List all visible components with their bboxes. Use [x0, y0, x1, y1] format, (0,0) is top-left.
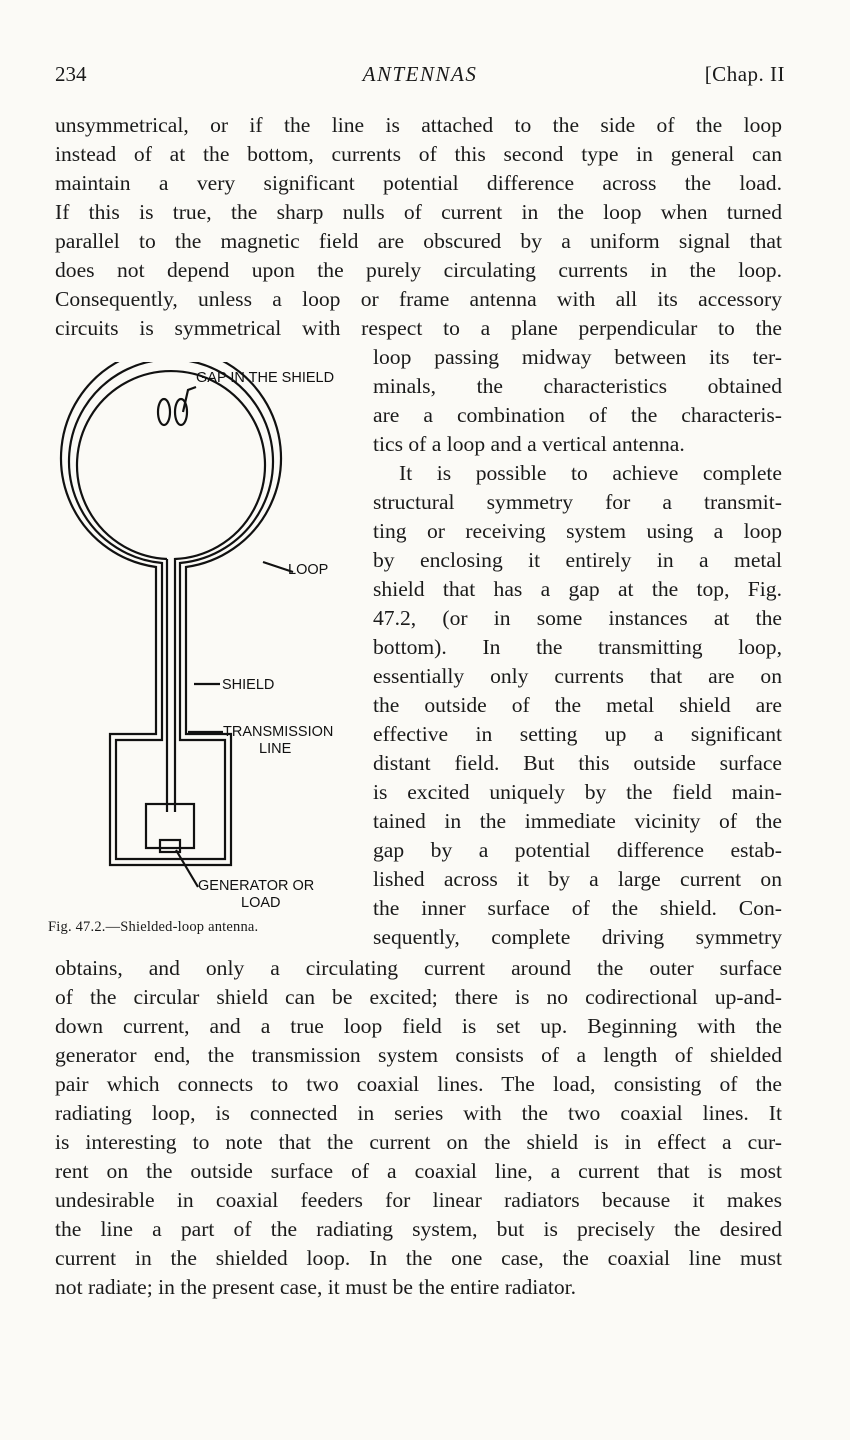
- page-header: [55, 62, 785, 92]
- gap-mark-left: [158, 399, 170, 425]
- label-line: LINE: [259, 741, 292, 757]
- text-line: tained in the immediate vicinity of the: [373, 809, 782, 833]
- text-line: essentially only currents that are on: [373, 664, 782, 688]
- text-line: not radiate; in the present case, it must be the entire radiator.: [55, 1275, 577, 1299]
- text-line: structural symmetry for a transmit-: [373, 490, 782, 514]
- text-line: current in the shielded loop. In the one case, the coaxial line must: [55, 1246, 782, 1270]
- text-line: circuits is symmetrical with respect to a plane perpendicular to the: [55, 316, 782, 340]
- text-line: instead of at the bottom, currents of this second type in general can: [55, 142, 782, 166]
- text-line: the inner surface of the shield. Con-: [373, 896, 782, 920]
- outer-shield-outline: [61, 362, 281, 865]
- text-line: ting or receiving system using a loop: [373, 519, 782, 543]
- text-line: sequently, complete driving symmetry: [373, 925, 782, 949]
- loop-conductor: [77, 371, 265, 812]
- shielded-loop-diagram: [48, 362, 366, 902]
- inner-shield-outline: [69, 362, 273, 859]
- text-line: effective in setting up a significant: [373, 722, 782, 746]
- text-line: by enclosing it entirely in a metal: [373, 548, 782, 572]
- text-line: It is possible to achieve complete: [399, 461, 782, 485]
- text-line: is excited uniquely by the field main-: [373, 780, 782, 804]
- running-title: ANTENNAS: [362, 62, 478, 86]
- label-transmission: TRANSMISSION: [223, 724, 334, 740]
- text-line: are a combination of the characteris-: [373, 403, 782, 427]
- page-number: 234: [55, 62, 87, 86]
- text-line: the line a part of the radiating system, but is precisely the desired: [55, 1217, 782, 1241]
- text-line: generator end, the transmission system consists of a length of shielded: [55, 1043, 782, 1067]
- text-line: radiating loop, is connected in series with the two coaxial lines. It: [55, 1101, 782, 1125]
- text-line: parallel to the magnetic field are obscured by a uniform signal that: [55, 229, 782, 253]
- gap-leader: [183, 387, 196, 412]
- label-loop: LOOP: [288, 562, 329, 578]
- text-line: lished across it by a large current on: [373, 867, 782, 891]
- text-line: Consequently, unless a loop or frame antenna with all its accessory: [55, 287, 782, 311]
- text-line: minals, the characteristics obtained: [373, 374, 782, 398]
- text-line: does not depend upon the purely circulating currents in the loop.: [55, 258, 782, 282]
- text-line: rent on the outside surface of a coaxial line, a current that is most: [55, 1159, 782, 1183]
- label-shield: SHIELD: [222, 677, 275, 693]
- text-line: distant field. But this outside surface: [373, 751, 782, 775]
- chapter-label: [Chap. II: [704, 62, 785, 86]
- text-line: the outside of the metal shield are: [373, 693, 782, 717]
- text-line: maintain a very significant potential difference across the load.: [55, 171, 782, 195]
- label-load: LOAD: [241, 895, 281, 911]
- text-line: gap by a potential difference estab-: [373, 838, 782, 862]
- text-line: pair which connects to two coaxial lines. The load, consisting of the: [55, 1072, 782, 1096]
- label-gap-in-shield: GAP IN THE SHIELD: [196, 370, 335, 386]
- text-line: bottom). In the transmitting loop,: [373, 635, 782, 659]
- label-generator: GENERATOR OR: [198, 878, 315, 894]
- shielded-pair-box: [146, 804, 194, 848]
- text-line: 47.2, (or in some instances at the: [373, 606, 782, 630]
- text-line: undesirable in coaxial feeders for linear radiators because it makes: [55, 1188, 782, 1212]
- text-line: obtains, and only a circulating current around the outer surface: [55, 956, 782, 980]
- text-line: down current, and a true loop field is set up. Beginning with the: [55, 1014, 782, 1038]
- text-line: is interesting to note that the current on the shield is in effect a cur-: [55, 1130, 782, 1154]
- figure-caption: Fig. 47.2.—Shielded-loop antenna.: [48, 919, 259, 935]
- text-line: loop passing midway between its ter-: [373, 345, 782, 369]
- text-line: unsymmetrical, or if the line is attached to the side of the loop: [55, 113, 782, 137]
- text-line: If this is true, the sharp nulls of current in the loop when turned: [55, 200, 782, 224]
- text-line: shield that has a gap at the top, Fig.: [373, 577, 782, 601]
- generator-leader: [176, 850, 198, 887]
- figure-shielded-loop: [48, 362, 366, 911]
- text-line: tics of a loop and a vertical antenna.: [373, 432, 685, 456]
- text-line: of the circular shield can be excited; there is no codirectional up-and-: [55, 985, 782, 1009]
